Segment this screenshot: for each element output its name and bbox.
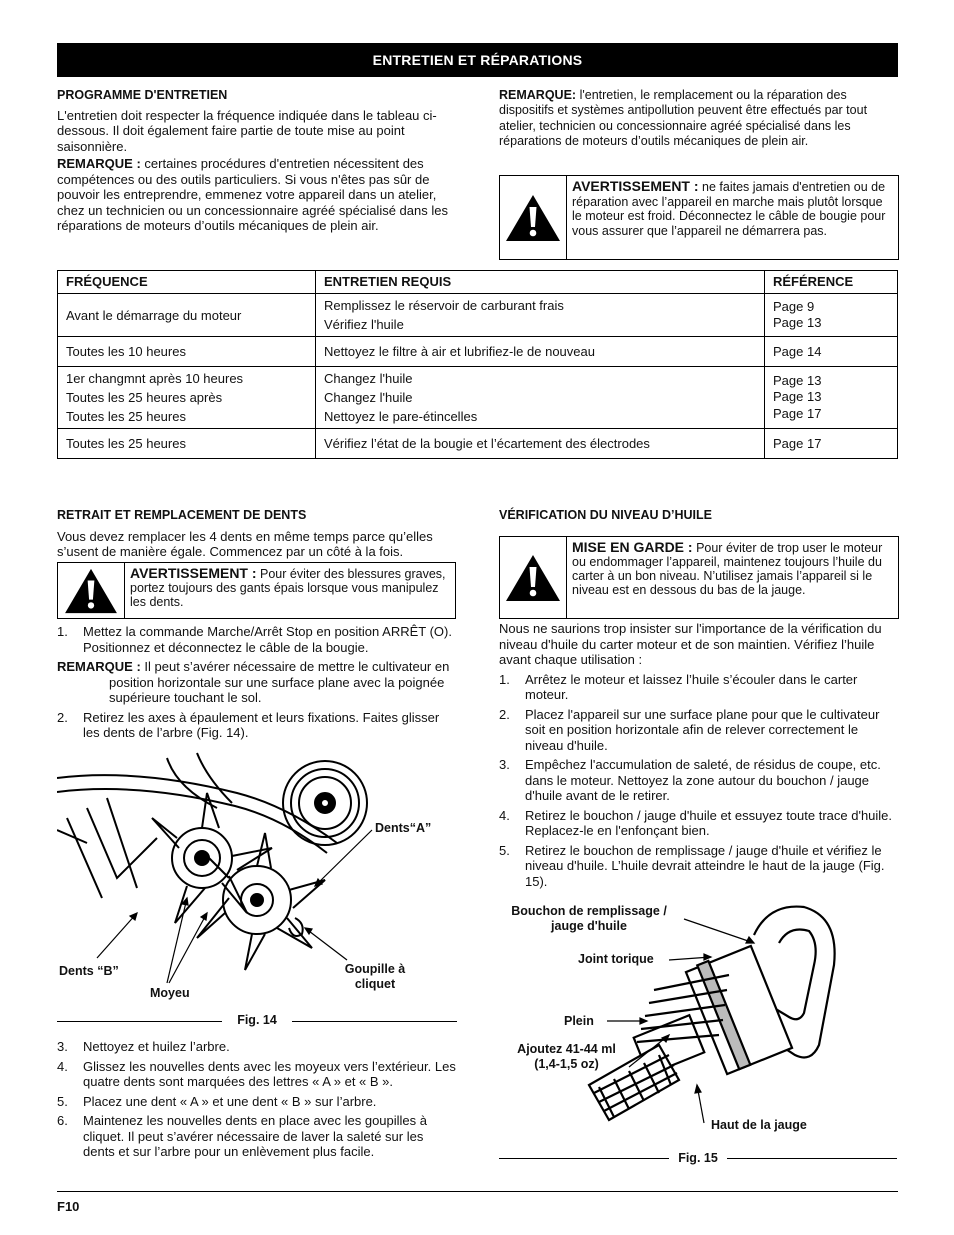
list-item: 2. Retirez les axes à épaulement et leurs fixations. Faites glisser les dents de l’arbre (Fig. 14). — [57, 709, 440, 740]
figure-15 — [499, 895, 897, 1150]
table-row — [58, 367, 898, 429]
note-label: REMARQUE: — [499, 88, 577, 102]
figure-14-caption — [57, 1013, 457, 1029]
callout-joint: Joint torique — [578, 952, 654, 966]
reference-cell: Page 17 — [765, 429, 898, 459]
column-header-frequency: FRÉQUENCE — [58, 271, 316, 294]
callout-ajoutez: Ajoutez 41-44 ml (1,4-1,5 oz) — [517, 1042, 616, 1071]
emissions-note — [499, 88, 891, 149]
list-item: 5. Placez une dent « A » et une dent « B » sur l’arbre. — [57, 1093, 377, 1109]
warning-text: Pour éviter des blessures graves, portez toujours des gants épais lorsque vous manipulez les dents. — [130, 567, 446, 609]
note-text: Il peut s’avérer nécessaire de mettre le cultivateur en position horizontale sur une surface plane avec la poignée supérieure touchant le sol. — [109, 659, 450, 705]
warning-box — [499, 175, 899, 260]
service-cell: Vérifiez l’état de la bougie et l’écartement des électrodes — [316, 429, 765, 459]
callout-plein: Plein — [564, 1014, 594, 1028]
frequency-cell: 1er changmnt après 10 heures Toutes les 25 heures après Toutes les 25 heures — [58, 367, 316, 429]
table-header-row — [58, 271, 898, 294]
list-item: 4. Retirez le bouchon / jauge d'huile et essuyez toute trace d'huile. Replacez-le en l'enfonçant bien. — [499, 807, 893, 838]
list-item: 6. Maintenez les nouvelles dents en place avec les goupilles à cliquet. Il peut s’avérer nécessaire de laver la saleté sur les dents et sur l’arbre pour un enlèvement plus facile. — [57, 1113, 427, 1159]
figure-caption: Fig. 14 — [237, 1013, 277, 1027]
list-item: 4. Glissez les nouvelles dents avec les moyeux vers l’extérieur. Les quatre dents sont marquées des lettres « A » et « B ». — [57, 1058, 456, 1089]
frequency-cell: Toutes les 25 heures — [58, 429, 316, 459]
reference-cell: Page 13 Page 13 Page 17 — [765, 367, 898, 429]
callout-dents-a: Dents“A” — [375, 821, 432, 835]
warning-icon — [500, 176, 567, 259]
callout-moyeu: Moyeu — [150, 986, 190, 1000]
figure-caption: Fig. 15 — [678, 1151, 718, 1165]
tine-steps-bottom — [57, 1039, 457, 1164]
warning-text: ne faites jamais d'entretien ou de réparation avec l’appareil en marche mais plutôt lorsque le moteur est froid. Déconnectez le câble de bougie pour vous assurer que l’appareil ne démarrera pas. — [572, 180, 886, 238]
section-banner: ENTRETIEN ET RÉPARATIONS — [57, 43, 898, 77]
frequency-cell: Avant le démarrage du moteur — [58, 294, 316, 337]
maintenance-schedule-section — [57, 88, 457, 234]
service-cell: Remplissez le réservoir de carburant frais Vérifiez l'huile — [316, 294, 765, 337]
table-row — [58, 294, 898, 337]
schedule-intro: L'entretien doit respecter la fréquence indiquée dans le tableau ci-dessous. Il doit également faire partie de toute mise au point saisonnière. — [57, 107, 437, 154]
warning-lead: AVERTISSEMENT : — [130, 565, 257, 581]
figure-15-caption — [499, 1151, 897, 1167]
reference-cell: Page 14 — [765, 337, 898, 367]
callout-haut: Haut de la jauge — [711, 1118, 807, 1132]
list-item: 1. Arrêtez le moteur et laissez l’huile s’écouler dans le carter moteur. — [499, 671, 858, 702]
tine-warning-box — [57, 562, 456, 619]
caution-lead: MISE EN GARDE : — [572, 539, 693, 555]
callout-dents-b: Dents “B” — [59, 964, 119, 978]
tine-intro: Vous devez remplacer les 4 dents en même temps parce qu’elles s’usent de manière égale. Commencez par un côté à la fois. — [57, 528, 433, 559]
warning-icon — [500, 537, 567, 618]
column-header-service: ENTRETIEN REQUIS — [316, 271, 765, 294]
oil-check-section — [499, 508, 897, 524]
page-number: F10 — [57, 1199, 80, 1214]
column-header-reference: RÉFÉRENCE — [765, 271, 898, 294]
service-cell: Nettoyez le filtre à air et lubrifiez-le de nouveau — [316, 337, 765, 367]
figure-14 — [57, 748, 457, 1010]
service-cell: Changez l'huile Changez l'huile Nettoyez le pare-étincelles — [316, 367, 765, 429]
reference-cell: Page 9 Page 13 — [765, 294, 898, 337]
warning-icon — [58, 563, 125, 618]
tine-note — [57, 659, 457, 706]
section-title: PROGRAMME D'ENTRETIEN — [57, 88, 228, 102]
list-item: 3. Empêchez l'accumulation de saleté, de résidus de coupe, etc. dans le moteur. Nettoyez la zone autour du bouchon / jauge d'huile avant de le retirer. — [499, 757, 881, 803]
note-text: l'entretien, le remplacement ou la réparation des dispositifs et systèmes antipollution peuvent être effectués par tout atelier, technicien ou concessionnaire agréé spécialisé dans les réparations de moteurs d’outils mécaniques de plein air. — [499, 88, 868, 148]
callout-goupille: Goupille à cliquet — [344, 962, 406, 991]
list-item: 3. Nettoyez et huilez l’arbre. — [57, 1039, 230, 1054]
section-title: VÉRIFICATION DU NIVEAU D’HUILE — [499, 508, 712, 522]
list-item: 1. Mettez la commande Marche/Arrêt Stop en position ARRÊT (O). Positionnez et déconnectez le câble de la bougie. — [57, 624, 452, 655]
list-item: 5. Retirez le bouchon de remplissage / jauge d'huile et vérifiez le niveau d'huile. L’huile devrait atteindre le haut de la jauge (Fig. 15). — [499, 842, 885, 889]
footer-rule — [57, 1191, 898, 1192]
list-item: 2. Placez l'appareil sur une surface plane pour que le cultivateur soit en position horizontale afin de relever correctement le niveau d'huile. — [499, 706, 880, 753]
note-text: certaines procédures d'entretien nécessitent des compétences ou des outils particuliers. Si vous n'êtes pas sûr de pouvoir les entreprendre, emmenez votre appareil dans un atelier, chez un technicien ou un concessionnaire agréé spécialisé dans les réparations de moteurs d’outils mécaniques de plein air. — [57, 156, 448, 233]
maintenance-table — [57, 270, 898, 459]
schedule-note — [57, 156, 457, 234]
section-title: RETRAIT ET REMPLACEMENT DE DENTS — [57, 508, 307, 522]
tine-replacement-section — [57, 508, 457, 560]
tine-steps-top — [57, 624, 457, 745]
frequency-cell: Toutes les 10 heures — [58, 337, 316, 367]
table-row — [58, 429, 898, 459]
table-row — [58, 337, 898, 367]
caution-box — [499, 536, 899, 619]
note-label: REMARQUE : — [57, 156, 141, 171]
caution-text: Pour éviter de trop user le moteur ou endommager l’appareil, maintenez toujours l’huile du carter à un bon niveau. N’utilisez jamais l’appareil si le niveau est en dessous du bas de la jauge. — [572, 541, 883, 597]
warning-lead: AVERTISSEMENT : — [572, 178, 699, 194]
callout-bouchon: Bouchon de remplissage / jauge d'huile — [511, 904, 667, 933]
note-label: REMARQUE : — [57, 659, 141, 674]
oil-check-body — [499, 621, 897, 893]
oil-intro: Nous ne saurions trop insister sur l'importance de la vérification du niveau d'huile du carter moteur et de son maintien. Vérifiez l’huile avant chaque utilisation : — [499, 621, 882, 667]
